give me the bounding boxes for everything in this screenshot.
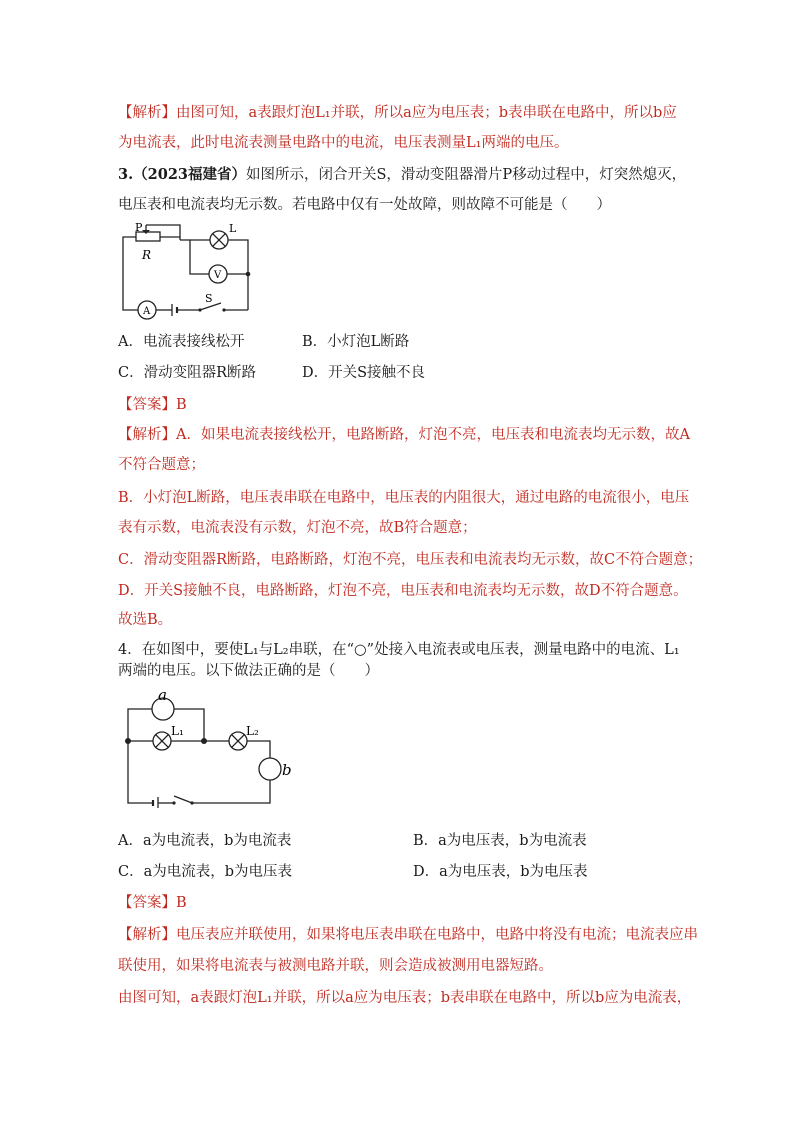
q3-stem-text: 如图所示，闭合开关S，滑动变阻器滑片P移动过程中，灯突然熄灭， <box>246 167 687 183</box>
q3-answer: 【答案】B <box>118 397 187 413</box>
q4-label-b: b <box>282 761 292 779</box>
q4-label-a: a <box>158 686 167 704</box>
q3-analysis-line-5: C．滑动变阻器R断路，电路断路，灯泡不亮，电压表和电流表均无示数，故C不符合题意； <box>118 552 703 568</box>
q3-number: 3. <box>118 166 134 183</box>
q3-option-a: A．电流表接线松开 <box>118 334 245 350</box>
q3-option-d: D．开关S接触不良 <box>302 365 426 381</box>
q4-answer: 【答案】B <box>118 895 187 911</box>
q3-analysis-line-4: 表有示数，电流表没有示数，灯泡不亮，故B符合题意； <box>118 520 477 536</box>
q3-label-l: L <box>229 222 237 235</box>
q3-option-c: C．滑动变阻器R断路 <box>118 365 257 381</box>
q4-option-b: B．a为电压表，b为电流表 <box>413 833 587 849</box>
q3-source: （2023福建省） <box>133 166 246 183</box>
q3-question-line-1 <box>118 165 686 185</box>
q3-analysis-line-2: 不符合题意； <box>118 457 205 473</box>
q4-question-line-2: 两端的电压。以下做法正确的是（ ） <box>118 663 379 679</box>
q4-option-d: D．a为电压表，b为电压表 <box>413 864 588 880</box>
q3-label-r: R <box>142 248 152 262</box>
q4-circuit-diagram <box>118 683 298 808</box>
q3-label-p: P <box>135 222 143 234</box>
q3-voltmeter-label: V <box>214 270 222 281</box>
q3-analysis-line-6: D．开关S接触不良，电路断路，灯泡不亮，电压表和电流表均无示数，故D不符合题意。 <box>118 583 688 599</box>
q4-analysis-line-2: 联使用，如果将电流表与被测电路并联，则会造成被测用电器短路。 <box>118 958 553 974</box>
q2-analysis-line-2: 为电流表，此时电流表测量电路中的电流，电压表测量L₁两端的电压。 <box>118 135 569 151</box>
q3-ammeter-label: A <box>143 306 151 317</box>
q4-option-a: A．a为电流表，b为电流表 <box>118 833 292 849</box>
q4-label-l1: L₁ <box>171 724 184 738</box>
q3-analysis-line-1: 【解析】A．如果电流表接线松开，电路断路，灯泡不亮，电压表和电流表均无示数，故A <box>118 427 690 443</box>
q3-analysis-line-3: B．小灯泡L断路，电压表串联在电路中，电压表的内阻很大，通过电路的电流很小，电压 <box>118 490 690 506</box>
q3-switch-label: S <box>205 292 213 305</box>
q4-option-c: C．a为电流表，b为电压表 <box>118 864 293 880</box>
q4-question-line-1: 4．在如图中，要使L₁与L₂串联，在“○”处接入电流表或电压表，测量电路中的电流、L₁ <box>118 642 680 658</box>
q4-label-l2: L₂ <box>246 724 259 738</box>
q3-circuit-diagram <box>118 222 258 322</box>
q2-analysis-line-1: 【解析】由图可知，a表跟灯泡L₁并联，所以a应为电压表；b表串联在电路中，所以b应 <box>118 105 677 121</box>
q3-question-line-2: 电压表和电流表均无示数。若电路中仅有一处故障，则故障不可能是（ ） <box>118 197 611 213</box>
q3-option-b: B．小灯泡L断路 <box>302 334 410 350</box>
q3-analysis-line-7: 故选B。 <box>118 612 173 628</box>
q4-analysis-line-3: 由图可知，a表跟灯泡L₁并联，所以a应为电压表；b表串联在电路中，所以b应为电流表， <box>118 990 692 1006</box>
q4-analysis-line-1: 【解析】电压表应并联使用，如果将电压表串联在电路中，电路中将没有电流；电流表应串 <box>118 927 698 943</box>
